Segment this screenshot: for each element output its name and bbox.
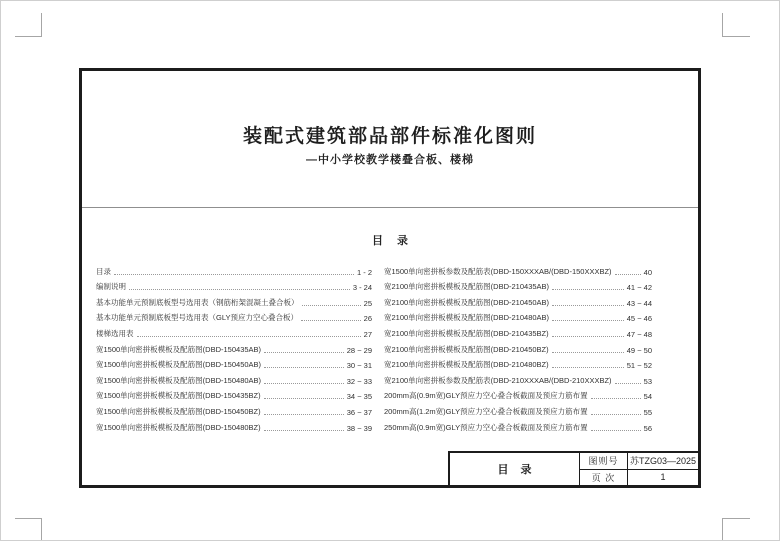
dot-leader (615, 274, 641, 275)
toc-entry-pages: 47 ~ 48 (626, 329, 652, 339)
toc-entry-label: 宽1500单向密拼板模板及配筋图(DBD-150480AB) (96, 375, 262, 385)
toc-entry-label: 宽1500单向密拼板模板及配筋图(DBD-150435AB) (96, 344, 262, 354)
toc-entry-label: 宽1500单向密拼板参数及配筋表(DBD-150XXXAB/(DBD-150XXXBZ) (384, 266, 612, 276)
toc-entry (384, 323, 652, 339)
dot-leader (264, 352, 344, 353)
drawing-no-value: 苏TZG03—2025 (629, 456, 697, 467)
toc-entry (384, 308, 652, 324)
dot-leader (591, 398, 641, 399)
toc-entry-label: 基本功能单元预制底板型号选用表（GLY预应力空心叠合板） (96, 313, 298, 323)
dot-leader (264, 383, 344, 384)
toc-entry (384, 261, 652, 277)
toc-entry (384, 355, 652, 371)
title-zone (82, 71, 698, 208)
toc-entry-label: 200mm高(1.2m宽)GLY预应力空心叠合板截面及预应力筋布置 (384, 406, 588, 416)
toc-entry-label: 宽2100单向密拼板模板及配筋图(DBD-210480AB) (384, 313, 550, 323)
toc-entry (96, 292, 372, 308)
toc-entry (96, 308, 372, 324)
registration-mark-top-right (722, 13, 750, 37)
toc-entry-pages: 34 ~ 35 (346, 392, 372, 402)
toc-entry-label: 楼梯选用表 (96, 328, 134, 338)
page-no-label: 页 次 (580, 470, 628, 486)
toc-entry (384, 401, 652, 417)
toc-left-column (96, 261, 372, 433)
toc-entry-pages: 32 ~ 33 (346, 376, 372, 386)
toc (96, 261, 698, 433)
dot-leader (552, 367, 624, 368)
toc-entry-pages: 45 ~ 46 (626, 314, 652, 324)
sheet-name: 目录 (450, 453, 580, 485)
toc-entry (96, 277, 372, 293)
dot-leader (114, 274, 354, 275)
toc-entry (384, 386, 652, 402)
title-block-grid (580, 453, 698, 485)
dot-leader (591, 414, 641, 415)
toc-entry-label: 宽2100单向密拼板模板及配筋图(DBD-210450AB) (384, 297, 550, 307)
toc-entry-pages: 56 (643, 423, 652, 433)
toc-entry (96, 261, 372, 277)
toc-entry-pages: 53 (643, 376, 652, 386)
toc-entry-pages: 36 ~ 37 (346, 407, 372, 417)
toc-entry (96, 401, 372, 417)
toc-entry (96, 339, 372, 355)
dot-leader (301, 320, 361, 321)
dot-leader (552, 336, 624, 337)
drawing-frame (79, 68, 701, 488)
toc-right-column (384, 261, 652, 433)
toc-entry-pages: 43 ~ 44 (626, 298, 652, 308)
toc-entry-pages: 28 ~ 29 (346, 345, 372, 355)
toc-entry (384, 370, 652, 386)
toc-entry-label: 宽2100单向密拼板参数及配筋表(DBD-210XXXAB/(DBD-210XXXBZ) (384, 375, 612, 385)
toc-entry-label: 宽1500单向密拼板模板及配筋图(DBD-150480BZ) (96, 422, 261, 432)
dot-leader (129, 289, 350, 290)
toc-entry-pages: 26 (363, 314, 372, 324)
toc-entry-label: 宽1500单向密拼板模板及配筋图(DBD-150450BZ) (96, 406, 261, 416)
toc-entry-label: 编制说明 (96, 282, 126, 292)
page-no-value: 1 (660, 472, 666, 483)
toc-entry-label: 200mm高(0.9m宽)GLY预应力空心叠合板截面及预应力筋布置 (384, 391, 588, 401)
toc-entry (384, 339, 652, 355)
toc-entry (384, 417, 652, 433)
dot-leader (552, 320, 624, 321)
registration-mark-top-left (15, 13, 42, 37)
toc-entry-label: 目录 (96, 266, 111, 276)
toc-entry-label: 宽1500单向密拼板模板及配筋图(DBD-150450AB) (96, 360, 262, 370)
toc-entry-pages: 38 ~ 39 (346, 423, 372, 433)
dot-leader (615, 383, 641, 384)
drawing-no-row (580, 453, 698, 469)
toc-entry-pages: 1 - 2 (356, 267, 372, 277)
dot-leader (264, 367, 344, 368)
toc-entry-label: 250mm高(0.9m宽)GLY预应力空心叠合板截面及预应力筋布置 (384, 422, 588, 432)
dot-leader (137, 336, 361, 337)
registration-mark-bottom-right (722, 518, 750, 541)
document-subtitle: —中小学校教学楼叠合板、楼梯 (306, 154, 474, 166)
toc-heading: 目录 (372, 235, 422, 247)
dot-leader (264, 430, 344, 431)
toc-entry (96, 370, 372, 386)
toc-entry-pages: 27 (363, 329, 372, 339)
toc-entry (96, 323, 372, 339)
toc-entry (384, 292, 652, 308)
toc-entry-label: 宽2100单向密拼板模板及配筋图(DBD-210435AB) (384, 282, 550, 292)
toc-entry-pages: 41 ~ 42 (626, 283, 652, 293)
title-block (448, 451, 698, 485)
toc-entry (96, 355, 372, 371)
toc-entry-label: 宽1500单向密拼板模板及配筋图(DBD-150435BZ) (96, 391, 261, 401)
toc-entry (96, 386, 372, 402)
toc-entry-label: 宽2100单向密拼板模板及配筋图(DBD-210435BZ) (384, 328, 549, 338)
dot-leader (552, 305, 624, 306)
dot-leader (552, 352, 624, 353)
toc-entry-pages: 40 (643, 267, 652, 277)
registration-mark-bottom-left (15, 518, 42, 541)
toc-entry-pages: 3 - 24 (352, 283, 372, 293)
drawing-no-label: 图则号 (580, 453, 628, 469)
toc-entry-pages: 49 ~ 50 (626, 345, 652, 355)
toc-entry-label: 宽2100单向密拼板模板及配筋图(DBD-210450BZ) (384, 344, 549, 354)
document-title: 装配式建筑部品部件标准化图则 (242, 126, 537, 147)
dot-leader (302, 305, 361, 306)
toc-entry-label: 基本功能单元预制底板型号选用表（钢筋桁架混凝土叠合板） (96, 297, 299, 307)
dot-leader (264, 398, 344, 399)
toc-entry (96, 417, 372, 433)
toc-entry-pages: 55 (643, 407, 652, 417)
page-no-row (580, 469, 698, 486)
toc-entry-pages: 25 (363, 298, 372, 308)
toc-entry (384, 277, 652, 293)
dot-leader (552, 289, 624, 290)
toc-entry-pages: 51 ~ 52 (626, 361, 652, 371)
toc-entry-pages: 30 ~ 31 (346, 361, 372, 371)
dot-leader (591, 430, 641, 431)
toc-entry-pages: 54 (643, 392, 652, 402)
dot-leader (264, 414, 344, 415)
toc-entry-label: 宽2100单向密拼板模板及配筋图(DBD-210480BZ) (384, 360, 549, 370)
